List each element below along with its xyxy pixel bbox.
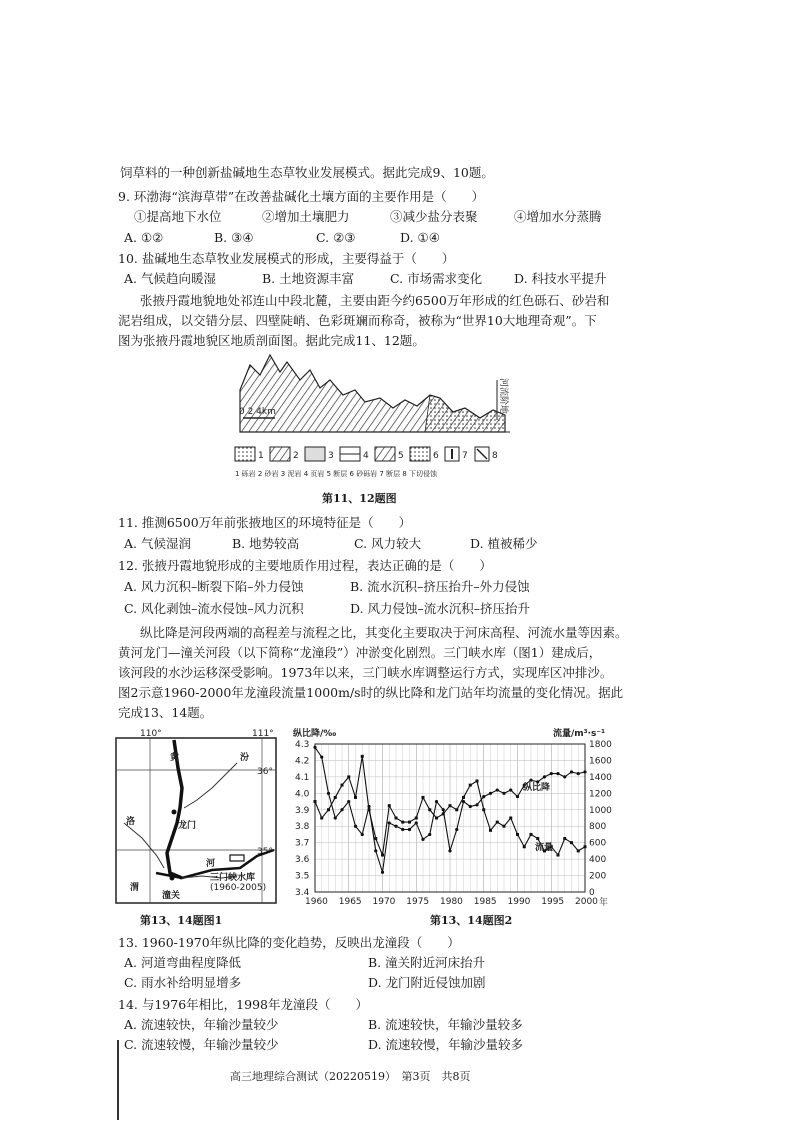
label-longmen: 龙门 <box>178 821 197 831</box>
flow-data-point <box>482 808 485 811</box>
q9-item-3: ③减少盐分表聚 <box>390 209 478 224</box>
slope-data-point <box>496 788 499 791</box>
label-fen: 汾 <box>240 753 250 763</box>
q9-item-1: ①提高地下水位 <box>134 209 222 224</box>
legend-num-6: 6 <box>433 451 439 461</box>
slope-data-point <box>583 770 586 773</box>
y-right-tick-label: 400 <box>589 855 607 866</box>
flow-data-point <box>557 854 560 857</box>
y-right-tick-label: 1400 <box>589 772 612 783</box>
q9-item-4: ④增加水分蒸腾 <box>514 209 602 224</box>
slope-data-point <box>361 833 364 836</box>
q11-option-d: D. 植被稀少 <box>470 536 538 551</box>
flow-data-point <box>536 837 539 840</box>
label-sanmenxia-years: (1960-2005) <box>210 883 267 893</box>
slope-data-point <box>442 808 445 811</box>
x-tick-label: 1990 <box>507 897 531 907</box>
passage2-line-1: 张掖丹霞地貌地处祁连山中段北麓，主要由距今约6500万年形成的红色砾石、砂岩和 <box>140 293 610 308</box>
y-right-tick-label: 1200 <box>589 789 612 800</box>
y-left-tick-label: 3.7 <box>295 838 310 849</box>
q10-option-c: C. 市场需求变化 <box>390 271 483 286</box>
legend-swatch-1 <box>235 447 255 461</box>
flow-data-point <box>570 841 573 844</box>
slope-data-point <box>529 779 532 782</box>
flow-data-point <box>462 796 465 799</box>
y-left-tick-label: 3.4 <box>295 888 310 898</box>
yellow-river-map <box>112 728 282 910</box>
slope-data-point <box>354 825 357 828</box>
legend-num-4: 4 <box>363 451 369 461</box>
longmen-station-marker <box>172 810 177 815</box>
q10-stem: 10. 盐碱地生态草牧业发展模式的形成，主要得益于（ ） <box>118 251 455 266</box>
slope-data-point <box>448 849 451 852</box>
flow-data-point <box>381 854 384 857</box>
q12-stem: 12. 张掖丹霞地貌形成的主要地质作用过程，表达正确的是（ ） <box>118 558 492 573</box>
legend <box>235 447 498 478</box>
slope-data-point <box>401 828 404 831</box>
q10-option-a: A. 气候趋向暖湿 <box>124 271 216 286</box>
slope-data-point <box>374 849 377 852</box>
q14-option-c: C. 流速较慢，年输沙量较少 <box>124 1037 279 1052</box>
slope-data-point <box>489 792 492 795</box>
label-luo: 洛 <box>126 817 136 827</box>
q12-option-c: C. 风化剥蚀–流水侵蚀–风力沉积 <box>124 601 304 616</box>
y-right-tick-label: 1000 <box>589 805 612 816</box>
y-left-tick-label: 4.3 <box>295 740 310 750</box>
map-caption: 第13、14题图1 <box>140 914 223 927</box>
label-sanmenxia: 三门峡水库 <box>210 873 256 883</box>
slope-data-point <box>408 828 411 831</box>
q13-option-c: C. 雨水补给明显增多 <box>124 975 242 990</box>
flow-data-point <box>584 845 587 848</box>
slope-data-point <box>347 800 350 803</box>
q11-option-c: C. 风力较大 <box>354 536 422 551</box>
label-huang: 黄 <box>170 753 180 763</box>
y-left-tick-label: 4.1 <box>295 772 310 783</box>
x-tick-label: 1995 <box>541 897 565 907</box>
flow-data-point <box>496 821 499 824</box>
q12-option-a: A. 风力沉积–断裂下陷–外力侵蚀 <box>124 579 304 594</box>
flow-data-point <box>455 808 458 811</box>
binding-margin-line <box>117 1040 119 1120</box>
y-left-tick-label: 4.0 <box>295 789 310 800</box>
flow-data-point <box>341 784 344 787</box>
q13-option-d: D. 龙门附近侵蚀加剧 <box>368 975 486 990</box>
river-terrace-label: 河流阶地 <box>498 378 508 415</box>
geologic-cross-section-figure <box>225 350 525 485</box>
flow-data-point <box>361 755 364 758</box>
flow-data-point <box>530 833 533 836</box>
slope-data-point <box>563 775 566 778</box>
tongguan-station-marker <box>170 876 175 881</box>
q9-option-a: A. ①② <box>124 230 164 245</box>
legend-num-8: 8 <box>492 451 498 461</box>
series-label-slope: 纵比降 <box>523 783 551 793</box>
slope-data-point <box>421 838 424 841</box>
y-right-axis-title: 流量/m³·s⁻¹ <box>553 729 606 739</box>
y-left-tick-label: 3.5 <box>295 871 310 882</box>
slope-data-point <box>435 800 438 803</box>
x-tick-label: 1985 <box>473 897 497 907</box>
legend-num-5: 5 <box>398 451 404 461</box>
legend-swatch-5 <box>375 447 395 461</box>
flow-data-point <box>469 784 472 787</box>
label-he: 河 <box>206 859 216 869</box>
slope-data-point <box>509 788 512 791</box>
y-right-tick-label: 0 <box>589 888 595 898</box>
flow-data-point <box>320 817 323 820</box>
q14-stem: 14. 与1976年相比，1998年龙潼段（ ） <box>118 997 368 1012</box>
q12-option-b: B. 流水沉积–挤压抬升–外力侵蚀 <box>350 579 530 594</box>
y-left-tick-label: 4.2 <box>295 756 310 767</box>
flow-data-point <box>334 796 337 799</box>
flow-data-point <box>395 817 398 820</box>
flow-data-point <box>408 821 411 824</box>
y-right-tick-label: 600 <box>589 838 607 849</box>
y-right-tick-label: 200 <box>589 871 607 882</box>
q13-option-b: B. 潼关附近河床抬升 <box>368 955 486 970</box>
scale-bar <box>239 407 276 418</box>
slope-data-point <box>394 825 397 828</box>
slope-data-point <box>556 772 559 775</box>
q9-stem: 9. 环渤海“滨海草带”在改善盐碱化土壤方面的主要作用是（ ） <box>118 189 485 204</box>
intro-tail-text: 饲草料的一种创新盐碱地生态草牧业发展模式。据此完成9、10题。 <box>120 165 494 180</box>
flow-data-point <box>435 817 438 820</box>
passage3-line-4: 图2示意1960-2000年龙潼段流量1000m/s时的纵比降和龙门站年均流量的变化情况。据此 <box>118 685 624 700</box>
label-tongguan: 潼关 <box>162 891 181 901</box>
x-tick-label: 1980 <box>440 897 463 907</box>
slope-data-point <box>516 795 519 798</box>
q13-stem: 13. 1960-1970年纵比降的变化趋势，反映出龙潼段（ ） <box>118 935 460 950</box>
flow-data-point <box>374 837 377 840</box>
flow-data-point <box>401 821 404 824</box>
flow-data-point <box>368 808 371 811</box>
slope-data-point <box>475 803 478 806</box>
slope-data-point <box>313 746 316 749</box>
legend-num-7: 7 <box>462 451 468 461</box>
lon-110-label: 110° <box>140 729 162 739</box>
scale-bar-label: 0 2 4km <box>239 407 276 417</box>
lat-36-label: 36° <box>257 767 273 777</box>
passage2-line-2: 泥岩组成，以交错分层、四壁陡峭、色彩斑斓而称奇，被称为“世界10大地理奇观”。下 <box>118 313 597 328</box>
series-label-flow: 流量 <box>535 843 554 853</box>
slope-flow-line-chart <box>285 728 625 912</box>
y-right-tick-label: 800 <box>589 822 607 833</box>
passage3-line-1: 纵比降是河段两端的高程差与流程之比，其变化主要取决于河床高程、河流水量等因素。 <box>140 625 628 640</box>
flow-data-point <box>503 825 506 828</box>
flow-data-point <box>516 833 519 836</box>
flow-data-point <box>422 796 425 799</box>
y-left-axis-title: 纵比降/‰ <box>293 729 337 739</box>
flow-data-point <box>489 829 492 832</box>
sanmenxia-reservoir-marker <box>230 855 244 861</box>
slope-data-point <box>469 805 472 808</box>
legend-swatch-6 <box>410 447 430 461</box>
x-tick-label: 2000 <box>575 897 598 907</box>
passage3-line-3: 该河段的水沙运移深受影响。1973年以来，三门峡水库调整运行方式，实现库区冲排沙。 <box>118 665 613 680</box>
y-left-tick-label: 3.8 <box>295 822 310 833</box>
flow-data-point <box>347 775 350 778</box>
chart-caption: 第13、14题图2 <box>430 914 513 927</box>
flow-data-point <box>523 845 526 848</box>
slope-data-point <box>482 795 485 798</box>
slope-data-point <box>543 775 546 778</box>
slope-data-point <box>388 821 391 824</box>
y-right-tick-label: 1600 <box>589 756 612 767</box>
slope-data-point <box>334 816 337 819</box>
passage2-line-3: 图为张掖丹霞地貌区地质剖面图。据此完成11、12题。 <box>118 333 425 348</box>
q9-item-2: ②增加土壤肥力 <box>262 209 350 224</box>
chart-grid <box>315 744 585 892</box>
slope-data-point <box>340 808 343 811</box>
x-tick-label: 1960 <box>305 897 328 907</box>
passage3-line-5: 完成13、14题。 <box>118 705 213 720</box>
legend-num-3: 3 <box>328 451 334 461</box>
q13-option-a: A. 河道弯曲程度降低 <box>124 955 241 970</box>
q12-option-d: D. 风力侵蚀–流水沉积–挤压抬升 <box>350 601 531 616</box>
slope-data-point <box>415 821 418 824</box>
flow-data-point <box>509 817 512 820</box>
label-wei: 渭 <box>130 883 140 893</box>
q9-option-b: B. ③④ <box>214 230 254 245</box>
cross-section-terrain <box>240 355 510 432</box>
flow-data-point <box>354 796 357 799</box>
lon-111-label: 111° <box>252 729 274 739</box>
q9-option-d: D. ①④ <box>400 230 440 245</box>
x-tick-label: 1965 <box>338 897 362 907</box>
flow-data-point <box>415 817 418 820</box>
flow-data-point <box>314 800 317 803</box>
page-footer: 高三地理综合测试（20220519） 第3页 共8页 <box>230 1070 471 1083</box>
flow-data-point <box>577 849 580 852</box>
flow-data-point <box>476 780 479 783</box>
q11-option-a: A. 气候湿润 <box>124 536 191 551</box>
q14-option-a: A. 流速较快，年输沙量较少 <box>124 1017 279 1032</box>
q9-option-c: C. ②③ <box>316 230 356 245</box>
slope-data-point <box>502 792 505 795</box>
flow-data-point <box>442 812 445 815</box>
slope-data-point <box>327 792 330 795</box>
y-left-tick-label: 3.9 <box>295 805 310 816</box>
legend-num-1: 1 <box>258 451 264 461</box>
x-tick-label: 1975 <box>406 897 430 907</box>
q11-option-b: B. 地势较高 <box>232 536 300 551</box>
fig1-caption: 第11、12题图 <box>322 492 397 505</box>
legend-swatch-3 <box>305 447 325 461</box>
passage3-line-2: 黄河龙门—潼关河段（以下简称“龙潼段”）冲淤变化剧烈。三门峡水库（图1）建成后， <box>118 645 602 660</box>
x-axis-unit: 年 <box>599 898 609 908</box>
q14-option-d: D. 流速较慢，年输沙量较多 <box>368 1037 524 1052</box>
legend-swatch-2 <box>270 447 290 461</box>
y-left-tick-label: 3.6 <box>295 855 310 866</box>
flow-data-point <box>428 808 431 811</box>
q14-option-b: B. 流速较快，年输沙量较多 <box>368 1017 523 1032</box>
q10-option-d: D. 科技水平提升 <box>514 271 607 286</box>
slope-data-point <box>428 833 431 836</box>
flow-data-point <box>388 804 391 807</box>
flow-data-point <box>563 837 566 840</box>
slope-data-point <box>381 871 384 874</box>
q11-stem: 11. 推测6500万年前张掖地区的环境特征是（ ） <box>118 515 412 530</box>
slope-data-point <box>455 828 458 831</box>
x-tick-label: 1970 <box>372 897 396 907</box>
legend-text: 1 砾岩 2 砂岩 3 泥岩 4 页岩 5 断层 6 砂砾岩 7 断层 8 下切侵蚀 <box>235 470 438 478</box>
slope-data-point <box>577 772 580 775</box>
y-right-tick-label: 1800 <box>589 740 612 750</box>
slope-data-point <box>570 770 573 773</box>
slope-data-point <box>550 772 553 775</box>
flow-data-point <box>449 804 452 807</box>
flow-data-point <box>327 808 330 811</box>
slope-data-point <box>320 756 323 759</box>
lat-35-label: 35° <box>257 847 273 857</box>
legend-num-2: 2 <box>293 451 299 461</box>
q10-option-b: B. 土地资源丰富 <box>262 271 355 286</box>
